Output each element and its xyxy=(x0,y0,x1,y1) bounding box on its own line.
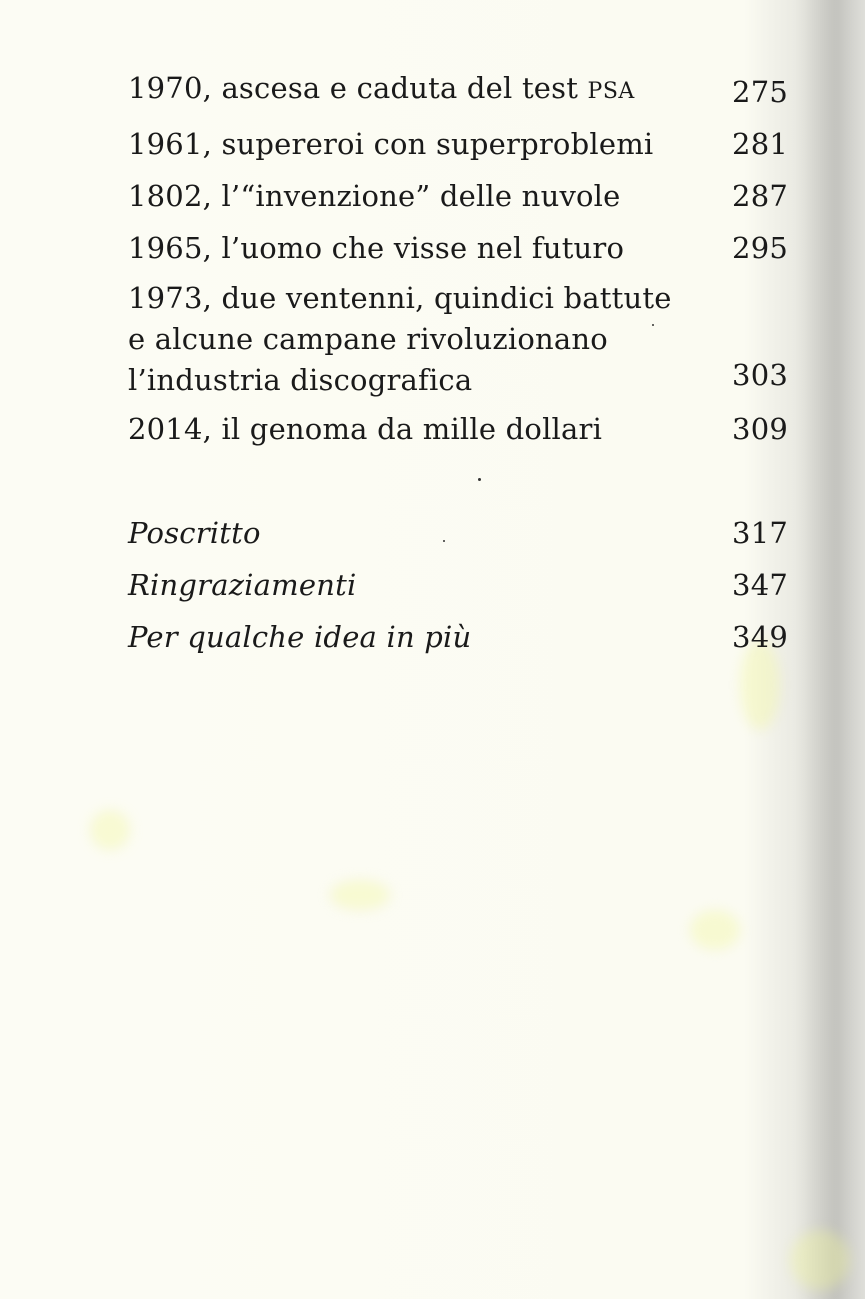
toc-entry-page: 281 xyxy=(732,127,788,161)
toc-entry-title: Poscritto xyxy=(128,516,261,550)
toc-entry[interactable] xyxy=(128,118,788,170)
spine-shadow xyxy=(795,0,865,1299)
paper-stain xyxy=(690,910,740,950)
toc-entry-title: 1802, l’“invenzione” delle nuvole xyxy=(128,179,621,213)
toc-entry-title: 1965, l’uomo che visse nel futuro xyxy=(128,231,625,265)
toc-entry-title: 1970, ascesa e caduta del test PSA xyxy=(128,71,635,105)
toc-entry-title: Ringraziamenti xyxy=(128,568,357,602)
paper-stain xyxy=(90,810,130,850)
toc-entry-page: 347 xyxy=(732,568,788,602)
toc-entry-page: 303 xyxy=(732,358,788,392)
toc-entry-back-matter[interactable] xyxy=(128,507,788,559)
toc-entry-title: 1961, supereroi con superproblemi xyxy=(128,127,654,161)
toc-entry-back-matter[interactable] xyxy=(128,611,788,663)
toc-entry-title: 2014, il genoma da mille dollari xyxy=(128,412,603,446)
toc-entry-back-matter[interactable] xyxy=(128,559,788,611)
toc-entry-page: 309 xyxy=(732,412,788,446)
toc-entry[interactable] xyxy=(128,170,788,222)
toc-entry-page: 349 xyxy=(732,620,788,654)
toc-entry[interactable] xyxy=(128,222,788,274)
toc-entry-page: 275 xyxy=(732,75,788,109)
toc-entry-title-line: e alcune campane rivoluzionano xyxy=(128,322,608,356)
table-of-contents xyxy=(128,62,788,663)
toc-entry-page: 317 xyxy=(732,516,788,550)
toc-entry-page: 287 xyxy=(732,179,788,213)
toc-entry-title xyxy=(128,274,788,403)
section-gap xyxy=(128,455,788,507)
paper-stain xyxy=(790,1230,850,1290)
toc-entry-title-line: l’industria discografica xyxy=(128,363,473,397)
toc-entry-title-line: 1973, due ventenni, quindici battute xyxy=(128,281,672,315)
toc-entry[interactable] xyxy=(128,62,788,118)
toc-entry[interactable] xyxy=(128,403,788,455)
toc-entry-page: 295 xyxy=(732,231,788,265)
paper-stain xyxy=(330,880,390,910)
toc-entry[interactable] xyxy=(128,274,788,403)
toc-entry-title: Per qualche idea in più xyxy=(128,620,472,654)
